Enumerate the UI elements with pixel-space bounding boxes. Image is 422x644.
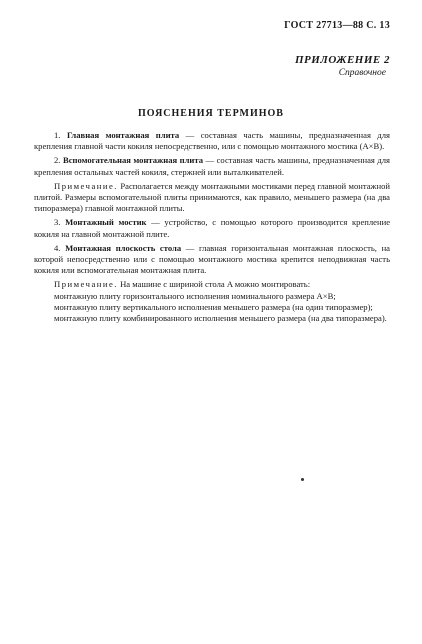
note-line: монтажную плиту горизонтального исполнения номинального размера A×B; (54, 290, 336, 301)
note-line: монтажную плиту вертикального исполнения меньшего размера (на один типоразмер); (54, 301, 373, 312)
note-label: Примечание. (54, 279, 118, 290)
term-paragraph-1 (34, 130, 390, 152)
standard-header: ГОСТ 27713—88 С. 13 (284, 20, 390, 31)
term-name: Главная монтажная плита (66, 130, 180, 140)
term-name: Вспомогательная монтажная плита (62, 155, 204, 166)
term-definition: — устройство, с помощью которого производится крепление кокиля на главной монтажной плите. (34, 217, 391, 239)
term-paragraph-4 (34, 243, 390, 277)
note-paragraph-2 (34, 279, 390, 290)
note-line: монтажную плиту комбинированного исполнения меньшего размера (на два типоразмера). (54, 313, 387, 324)
note-intro: На машине с шириной стола A можно монтировать: (117, 279, 311, 290)
term-definition: — составная часть машины, предназначенная для крепления главной части кокиля непосредственно, или с помощью монтажного мостика (A×B). (34, 130, 390, 152)
term-name: Монтажная плоскость стола (65, 242, 182, 253)
term-definition: — составная часть машины, предназначенная для крепления остальных частей кокиля, стержней или выталкивателей. (34, 155, 390, 177)
note-text: Располагается между монтажными мостиками перед главной монтажной плитой. Размеры вспомогательной плиты принимаются, как правило, меньшего размера (на два типоразмера) главной монтажной плиты. (34, 180, 390, 214)
term-definition: — главная горизонтальная монтажная плоскость, на которой непосредственно или с помощью монтажного мостика крепится неподвижная часть кокиля или вспомогательная монтажная плита. (34, 242, 390, 276)
note-paragraph-1 (34, 181, 390, 215)
term-number: 2. (54, 155, 61, 166)
appendix-block (295, 54, 390, 78)
term-paragraph-3 (34, 217, 390, 239)
term-name: Монтажный мостик (65, 217, 147, 228)
term-number: 4. (54, 242, 61, 253)
term-paragraph-2 (34, 155, 390, 177)
term-number: 1. (54, 130, 61, 140)
document-body (34, 130, 390, 324)
section-heading: ПОЯСНЕНИЯ ТЕРМИНОВ (138, 108, 284, 119)
note-label: Примечание. (54, 180, 118, 191)
term-number: 3. (54, 217, 61, 228)
appendix-subtitle: Справочное (338, 68, 386, 78)
stray-mark (301, 478, 304, 481)
appendix-title: ПРИЛОЖЕНИЕ 2 (294, 54, 390, 66)
